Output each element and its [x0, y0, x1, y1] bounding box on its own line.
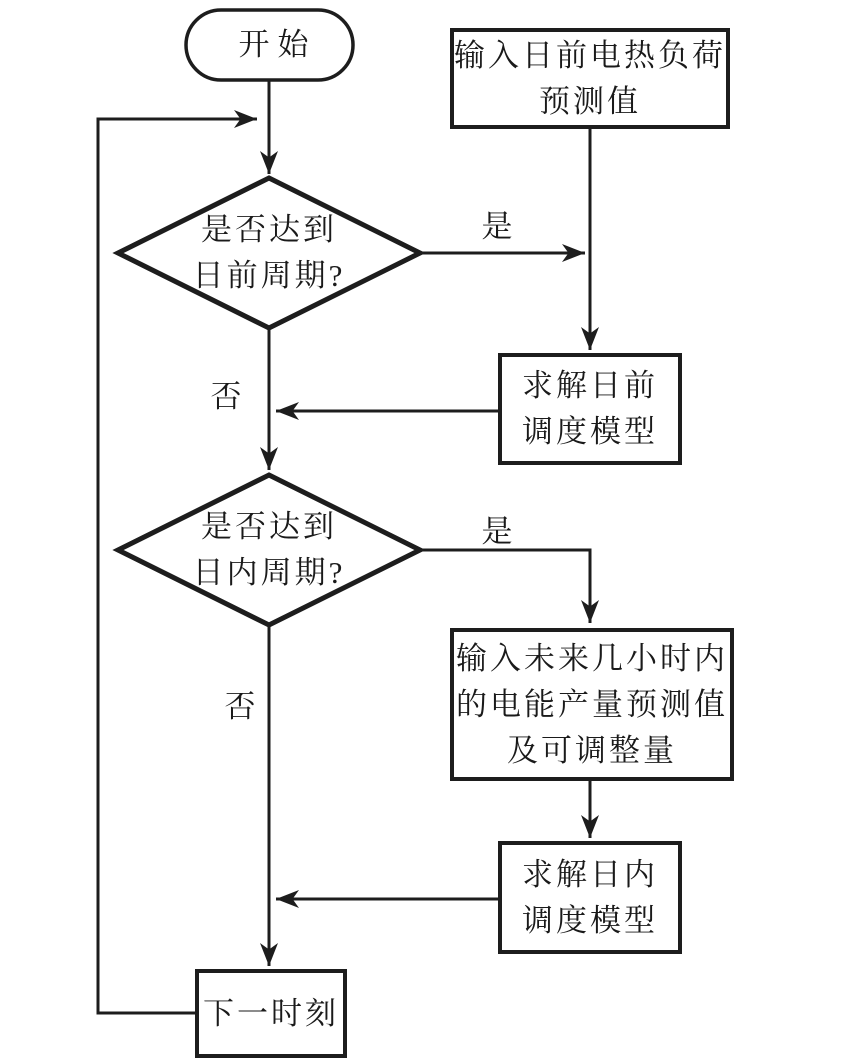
input-intraday-line3: 及可调整量: [507, 732, 677, 768]
node-start-line1: 开始: [238, 27, 317, 62]
decision-intraday-line1: 是否达到: [201, 509, 337, 544]
node-input-intraday-label: [452, 630, 732, 779]
decision-intraday-line2: 日内周期?: [192, 555, 346, 590]
next-time-line1: 下一时刻: [203, 995, 339, 1031]
input-day-ahead-line1: 输入日前电热负荷: [454, 37, 726, 73]
node-decision-intraday-label: [119, 480, 419, 620]
node-solve-intraday-label: [500, 843, 680, 952]
edge-label-yes-intraday: 是: [481, 513, 513, 549]
node-decision-day-ahead-label: [119, 183, 419, 323]
node-solve-day-ahead-label: [500, 355, 680, 463]
decision-day-ahead-line2: 日前周期?: [192, 258, 346, 293]
input-intraday-line2: 的电能产量预测值: [456, 686, 728, 722]
solve-day-ahead-line2: 调度模型: [522, 414, 658, 449]
edge-decision2-yes: [420, 550, 590, 623]
solve-day-ahead-line1: 求解日前: [522, 368, 658, 403]
input-day-ahead-line2: 预测值: [539, 83, 641, 119]
edge-label-no-day-ahead: 否: [210, 378, 242, 414]
node-start-label: [186, 10, 361, 80]
node-input-day-ahead-label: [452, 30, 728, 127]
edge-label-no-intraday: 否: [224, 688, 256, 724]
decision-day-ahead-line1: 是否达到: [201, 212, 337, 247]
input-intraday-line1: 输入未来几小时内: [456, 640, 728, 676]
edge-label-yes-day-ahead: 是: [481, 208, 513, 244]
node-next-time-label: [197, 971, 345, 1056]
solve-intraday-line2: 调度模型: [522, 902, 658, 938]
solve-intraday-line1: 求解日内: [522, 856, 658, 892]
